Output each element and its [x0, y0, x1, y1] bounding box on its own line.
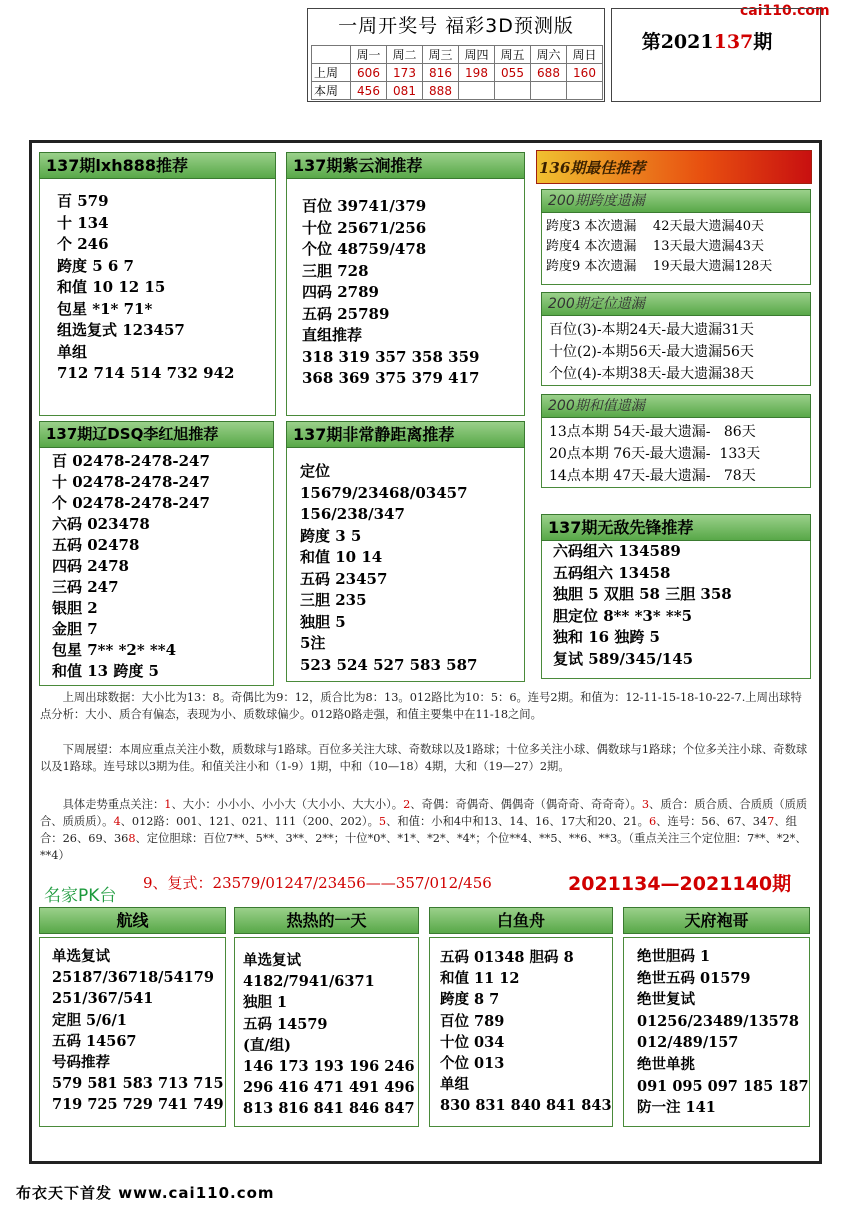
col-title-4: 天府袍哥	[623, 907, 810, 934]
item-number: 8	[128, 832, 136, 845]
best-title-bar	[536, 150, 812, 184]
list-item: 复试 589/345/145	[553, 649, 694, 668]
fc-list	[300, 461, 477, 676]
panel-title: 一周开奖号 福彩3D预测版	[338, 15, 574, 37]
list-item: 712 714 514 732 942	[57, 364, 235, 382]
list-item: 独胆 5 双胆 58 三胆 358	[553, 585, 732, 603]
list-item: 单选复试	[243, 952, 301, 969]
list-item: 五码 25789	[302, 304, 390, 323]
list-item: 四码 2478	[52, 557, 129, 575]
list-item: 和值 13 跨度 5	[52, 662, 159, 680]
draw-number: 055	[495, 64, 531, 82]
day-header-row	[312, 46, 603, 64]
analysis-paragraph-1: 上周出球数据：大小比为13：8。奇偶比为9：12，质合比为8：13。012路比为10：5：6。连号2期。和值为：12-11-15-18-10-22-7.上周出球特点分析：大小、质合有偏态，表现为小、质数球偏少。012路0路走强，和值主要集中在11-18之间。	[40, 691, 802, 721]
col-list-1	[52, 946, 224, 1116]
day-label: 周五	[495, 46, 531, 64]
period-suffix: 期	[753, 31, 773, 53]
lx-title: 137期lxh888推荐	[39, 152, 276, 179]
site-logo: cai110.com	[740, 3, 830, 19]
period-prefix: 第2021	[641, 31, 714, 53]
text-span: 具体走势重点关注：	[62, 798, 165, 811]
list-item: 定位	[300, 462, 331, 480]
list-item: 十位(2)-本期56天-最大遗漏56天	[549, 344, 754, 360]
dsq-list	[52, 451, 210, 682]
text-span: 、质合：质合质、合质质（质质合、质质质）。	[40, 798, 808, 828]
list-item: 个位(4)-本期38天-最大遗漏38天	[549, 366, 754, 382]
draw-number: 081	[387, 82, 423, 100]
list-item: 防一注 141	[637, 1099, 716, 1117]
list-item: 5注	[300, 634, 326, 652]
list-item: 金胆 7	[52, 620, 98, 638]
pk-range: 2021134—2021140期	[568, 873, 792, 895]
kd-list	[546, 217, 772, 277]
text-span: 、012路：001、121、021、111（200、202）。	[120, 815, 379, 828]
day-label: 周二	[387, 46, 423, 64]
item-number: 7	[767, 815, 775, 828]
kd-title: 200期跨度遗漏	[541, 189, 811, 213]
list-item: 包星 7** *2* **4	[52, 641, 177, 659]
item-number: 3	[641, 798, 650, 811]
draw-number: 888	[423, 82, 459, 100]
draw-number: 688	[531, 64, 567, 82]
list-item: 13点本期 54天-最大遗漏- 86天	[549, 424, 756, 440]
list-item: 251/367/541	[52, 990, 154, 1008]
list-item: 独胆 1	[243, 994, 288, 1012]
list-item: 719 725 729 741 749	[52, 1096, 224, 1114]
item-number: 5	[378, 815, 387, 828]
text-span: 、大小：小小小、小小大（大小小、大大小）。	[171, 798, 404, 811]
item-number: 6	[648, 815, 657, 828]
list-item: 单组	[440, 1076, 469, 1094]
list-item: 20点本期 76天-最大遗漏- 133天	[549, 446, 761, 462]
footer-credit: 布衣天下首发 www.cai110.com	[16, 1184, 275, 1202]
list-item: (直/组)	[243, 1036, 292, 1054]
day-label: 周日	[567, 46, 603, 64]
day-label: 周四	[459, 46, 495, 64]
list-item: 号码推荐	[52, 1053, 110, 1071]
list-item: 绝世胆码 1	[637, 948, 711, 965]
list-item: 跨度3 本次遗漏 42天最大遗漏40天	[546, 219, 765, 234]
list-item: 01256/23489/13578	[637, 1012, 799, 1030]
list-item: 五码 14567	[52, 1032, 137, 1050]
best-title: 136期最佳推荐	[539, 159, 646, 177]
list-item: 25187/36718/54179	[52, 969, 214, 987]
list-item: 跨度4 本次遗漏 13天最大遗漏43天	[546, 239, 765, 254]
list-item: 四码 2789	[302, 283, 379, 301]
list-item: 和值 11 12	[440, 970, 520, 988]
list-item: 十位 034	[440, 1033, 505, 1051]
list-item: 三胆 235	[300, 591, 367, 609]
list-item: 三码 247	[52, 578, 119, 596]
weekly-draw-table	[311, 45, 603, 100]
dw-list	[549, 319, 754, 385]
list-item: 组选复式 123457	[57, 321, 185, 339]
draw-number: 456	[351, 82, 387, 100]
list-item: 15679/23468/03457	[300, 483, 468, 502]
list-item: 六码组六 134589	[553, 542, 681, 560]
list-item: 绝世五码 01579	[637, 969, 751, 987]
draw-number	[495, 82, 531, 100]
period-title	[612, 27, 802, 54]
list-item: 独和 16 独跨 5	[553, 628, 660, 646]
list-item: 296 416 471 491 496	[243, 1079, 415, 1097]
list-item: 单选复试	[52, 948, 110, 965]
list-item: 012/489/157	[637, 1034, 739, 1052]
list-item: 830 831 840 841 843	[440, 1097, 612, 1115]
list-item: 百 579	[57, 192, 109, 210]
list-item: 523 524 527 583 587	[300, 655, 478, 674]
list-item: 六码 023478	[52, 515, 150, 533]
col-list-2	[243, 950, 415, 1120]
list-item: 五码 01348 胆码 8	[440, 949, 574, 966]
col-list-4	[637, 946, 809, 1119]
row-label: 上周	[312, 64, 351, 82]
day-label: 周六	[531, 46, 567, 64]
list-item: 跨度 5 6 7	[57, 256, 134, 275]
dsq-title: 137期辽DSQ李红旭推荐	[39, 421, 274, 448]
list-item: 十 134	[57, 213, 109, 232]
list-item: 五码组六 13458	[553, 563, 671, 582]
list-item: 个 246	[57, 235, 109, 253]
weekly-draw-panel	[307, 8, 605, 102]
fc-title: 137期非常静距离推荐	[286, 421, 525, 448]
list-item: 跨度 8 7	[440, 991, 500, 1009]
analysis-paragraph-3	[40, 796, 808, 864]
day-label: 周三	[423, 46, 459, 64]
list-item: 五码 14579	[243, 1015, 328, 1033]
day-label: 周一	[351, 46, 387, 64]
text-span: 、定位胆球：百位7**、5**、3**、2**；十位*0*、*1*、*2*、*4*；个位**4、**5、**6、**3。（重点关注三个定位胆：7**、*2*、**4）	[40, 832, 807, 862]
period-panel	[611, 8, 821, 102]
list-item: 定胆 5/6/1	[52, 1011, 127, 1029]
draw-number: 816	[423, 64, 459, 82]
col-title-3: 白鱼舟	[429, 907, 613, 934]
text-span: 、组合：26、69、36	[40, 815, 797, 845]
text-span: 、和值：小和4中和13、14、16、17大和20、21。	[386, 815, 649, 828]
text-span: 、连号：56、67、34	[656, 815, 768, 828]
list-item: 091 095 097 185 187	[637, 1077, 809, 1095]
list-item: 十 02478-2478-247	[52, 473, 210, 491]
period-number: 137	[713, 31, 754, 53]
list-item: 绝世复试	[637, 991, 695, 1009]
list-item: 368 369 375 379 417	[302, 369, 480, 387]
wd-title: 137期无敌先锋推荐	[541, 514, 811, 541]
list-item: 156/238/347	[300, 505, 405, 523]
list-item: 五码 02478	[52, 536, 140, 554]
list-item: 个位 013	[440, 1054, 505, 1072]
list-item: 五码 23457	[300, 569, 388, 588]
list-item: 十位 25671/256	[302, 218, 427, 237]
draw-number: 173	[387, 64, 423, 82]
analysis-paragraph-2: 下周展望：本周应重点关注小数，质数球与1路球。百位多关注大球、奇数球以及1路球；十位多关注小球、偶数球与1路球；个位多关注小球、奇数球以及1路球。连号球以3期为佳。和值关注小和（1-9）1期，中和（10—18）4期，大和（19—27）2期。	[40, 743, 808, 773]
item-number: 1	[164, 798, 172, 811]
draw-number: 198	[459, 64, 495, 82]
hz-list	[549, 421, 760, 487]
zy-list	[302, 196, 479, 390]
item-number: 2	[403, 798, 411, 811]
list-item: 579 581 583 713 715	[52, 1075, 224, 1093]
list-item: 跨度9 本次遗漏 19天最大遗漏128天	[546, 259, 773, 274]
list-item: 318 319 357 358 359	[302, 347, 480, 366]
last-week-row	[312, 64, 603, 82]
list-item: 独胆 5	[300, 612, 346, 631]
list-item: 跨度 3 5	[300, 526, 362, 545]
list-item: 146 173 193 196 246	[243, 1057, 415, 1075]
pk-title: 名家PK台	[44, 886, 117, 906]
item-number: 4	[113, 815, 121, 828]
lx-list	[57, 191, 234, 385]
hz-title: 200期和值遗漏	[541, 394, 811, 418]
row-label: 本周	[312, 82, 351, 100]
list-item: 胆定位 8** *3* **5	[553, 606, 693, 625]
list-item: 个 02478-2478-247	[52, 494, 210, 512]
list-item: 银胆 2	[52, 599, 98, 617]
list-item: 百位(3)-本期24天-最大遗漏31天	[549, 322, 754, 338]
this-week-row	[312, 82, 603, 100]
pk-fushi: 9、复式：23579/01247/23456——357/012/456	[143, 874, 492, 892]
list-item: 单组	[57, 342, 88, 361]
list-item: 包星 *1* 71*	[57, 299, 153, 318]
list-item: 直组推荐	[302, 326, 363, 344]
draw-number	[567, 82, 603, 100]
draw-number	[459, 82, 495, 100]
dw-title: 200期定位遗漏	[541, 292, 811, 316]
list-item: 和值 10 12 15	[57, 278, 166, 296]
list-item: 4182/7941/6371	[243, 973, 375, 991]
text-span: 、奇偶：奇偶奇、偶偶奇（偶奇奇、奇奇奇）。	[410, 798, 642, 811]
list-item: 百位 789	[440, 1012, 505, 1030]
col-title-2: 热热的一天	[234, 907, 419, 934]
list-item: 个位 48759/478	[302, 240, 427, 258]
wd-list	[553, 541, 732, 670]
list-item: 百位 39741/379	[302, 197, 427, 215]
draw-number	[531, 82, 567, 100]
draw-number: 606	[351, 64, 387, 82]
zy-title: 137期紫云涧推荐	[286, 152, 525, 179]
list-item: 三胆 728	[302, 261, 369, 280]
list-item: 14点本期 47天-最大遗漏- 78天	[549, 468, 756, 484]
list-item: 813 816 841 846 847	[243, 1100, 415, 1118]
list-item: 百 02478-2478-247	[52, 452, 210, 470]
list-item: 绝世单挑	[637, 1055, 695, 1073]
list-item: 和值 10 14	[300, 548, 383, 566]
col-list-3	[440, 947, 612, 1117]
col-title-1: 航线	[39, 907, 226, 934]
draw-number: 160	[567, 64, 603, 82]
